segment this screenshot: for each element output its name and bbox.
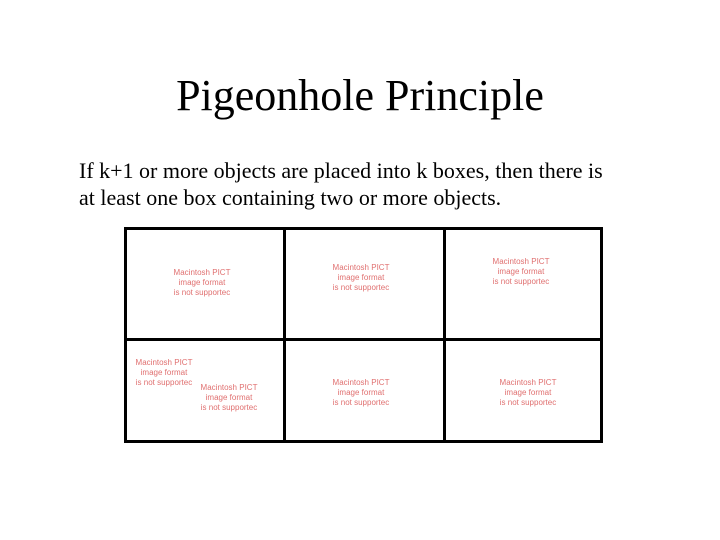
placeholder-line: image format	[337, 388, 385, 397]
body-line-2: at least one box containing two or more objects.	[79, 185, 502, 210]
placeholder-line: is not supportec	[200, 403, 258, 412]
placeholder-line: is not supportec	[499, 398, 557, 407]
unsupported-pict-placeholder	[321, 378, 401, 408]
placeholder-line: Macintosh PICT	[492, 257, 550, 266]
unsupported-pict-placeholder	[481, 257, 561, 287]
unsupported-pict-placeholder	[162, 268, 242, 298]
placeholder-line: image format	[140, 368, 188, 377]
placeholder-line: Macintosh PICT	[135, 358, 193, 367]
placeholder-line: is not supportec	[492, 277, 550, 286]
placeholder-line: is not supportec	[332, 398, 390, 407]
placeholder-line: image format	[205, 393, 253, 402]
unsupported-pict-placeholder	[189, 383, 269, 413]
unsupported-pict-placeholder	[488, 378, 568, 408]
placeholder-line: is not supportec	[135, 378, 193, 387]
placeholder-line: is not supportec	[173, 288, 231, 297]
placeholder-line: Macintosh PICT	[332, 378, 390, 387]
placeholder-line: Macintosh PICT	[499, 378, 557, 387]
slide-body-text	[79, 157, 679, 211]
body-line-1: If k+1 or more objects are placed into k boxes, then there is	[79, 158, 603, 183]
grid-divider-vertical	[443, 230, 446, 440]
slide-title: Pigeonhole Principle	[176, 71, 544, 120]
placeholder-line: is not supportec	[332, 283, 390, 292]
placeholder-line: Macintosh PICT	[332, 263, 390, 272]
placeholder-line: image format	[504, 388, 552, 397]
unsupported-pict-placeholder	[321, 263, 401, 293]
grid-divider-horizontal	[127, 338, 600, 341]
grid-divider-vertical	[283, 230, 286, 440]
placeholder-line: Macintosh PICT	[200, 383, 258, 392]
placeholder-line: image format	[178, 278, 226, 287]
placeholder-line: image format	[497, 267, 545, 276]
pigeonhole-box-grid	[124, 227, 603, 443]
placeholder-line: Macintosh PICT	[173, 268, 231, 277]
placeholder-line: image format	[337, 273, 385, 282]
